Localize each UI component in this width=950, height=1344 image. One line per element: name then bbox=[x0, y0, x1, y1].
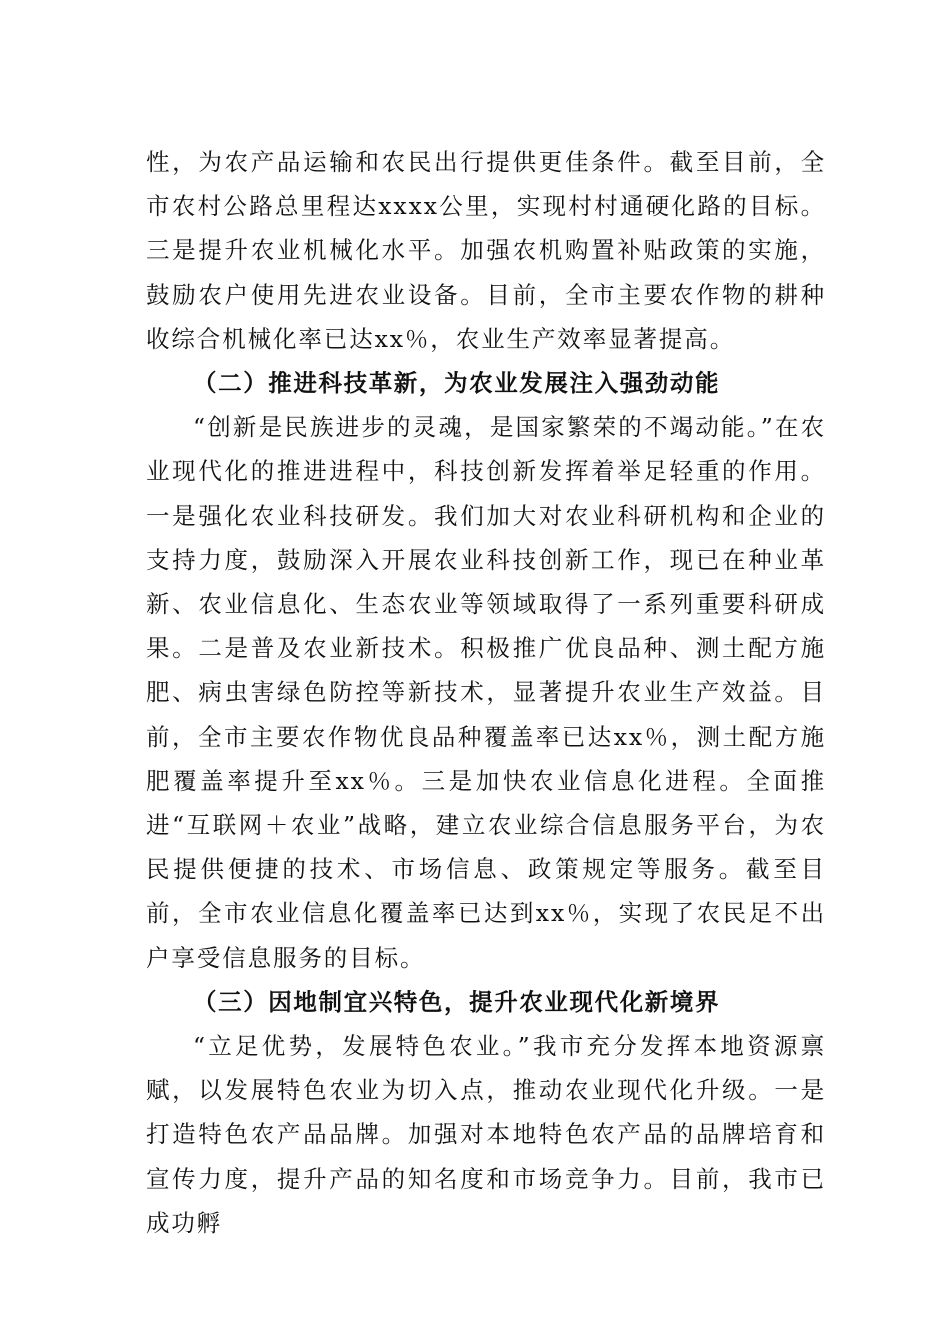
section-heading-2: （二）推进科技革新，为农业发展注入强劲动能 bbox=[193, 369, 721, 398]
paragraph-tech-innovation: “创新是民族进步的灵魂，是国家繁荣的不竭动能。”在农业现代化的推进进程中，科技创新发挥着举足轻重的作用。一是强化农业科技研发。我们加大对农业科研机构和企业的支持力度，鼓励深入开展农业科技创新工作，现已在种业革新、农业信息化、生态农业等领域取得了一系列重要科研成果。二是普及农业新技术。积极推广优良品种、测土配方施肥、病虫害绿色防控等新技术，显著提升农业生产效益。目前，全市主要农作物优良品种覆盖率已达xx％，测土配方施肥覆盖率提升至xx％。三是加快农业信息化进程。全面推进“互联网＋农业”战略，建立农业综合信息服务平台，为农民提供便捷的技术、市场信息、政策规定等服务。截至目前，全市农业信息化覆盖率已达到xx％，实现了农民足不出户享受信息服务的目标。 bbox=[146, 413, 826, 972]
document-body bbox=[146, 140, 826, 1245]
paragraph-continuation: 性，为农产品运输和农民出行提供更佳条件。截至目前，全市农村公路总里程达xxxx公里，实现村村通硬化路的目标。三是提升农业机械化水平。加强农机购置补贴政策的实施，鼓励农户使用先进农业设备。目前，全市主要农作物的耕种收综合机械化率已达xx％，农业生产效率显著提高。 bbox=[146, 148, 826, 353]
paragraph-special-agriculture: “立足优势，发展特色农业。”我市充分发挥本地资源禀赋，以发展特色农业为切入点，推动农业现代化升级。一是打造特色农产品品牌。加强对本地特色农产品的品牌培育和宣传力度，提升产品的知名度和市场竞争力。目前，我市已成功孵 bbox=[146, 1032, 826, 1237]
section-heading-3: （三）因地制宜兴特色，提升农业现代化新境界 bbox=[193, 987, 721, 1016]
